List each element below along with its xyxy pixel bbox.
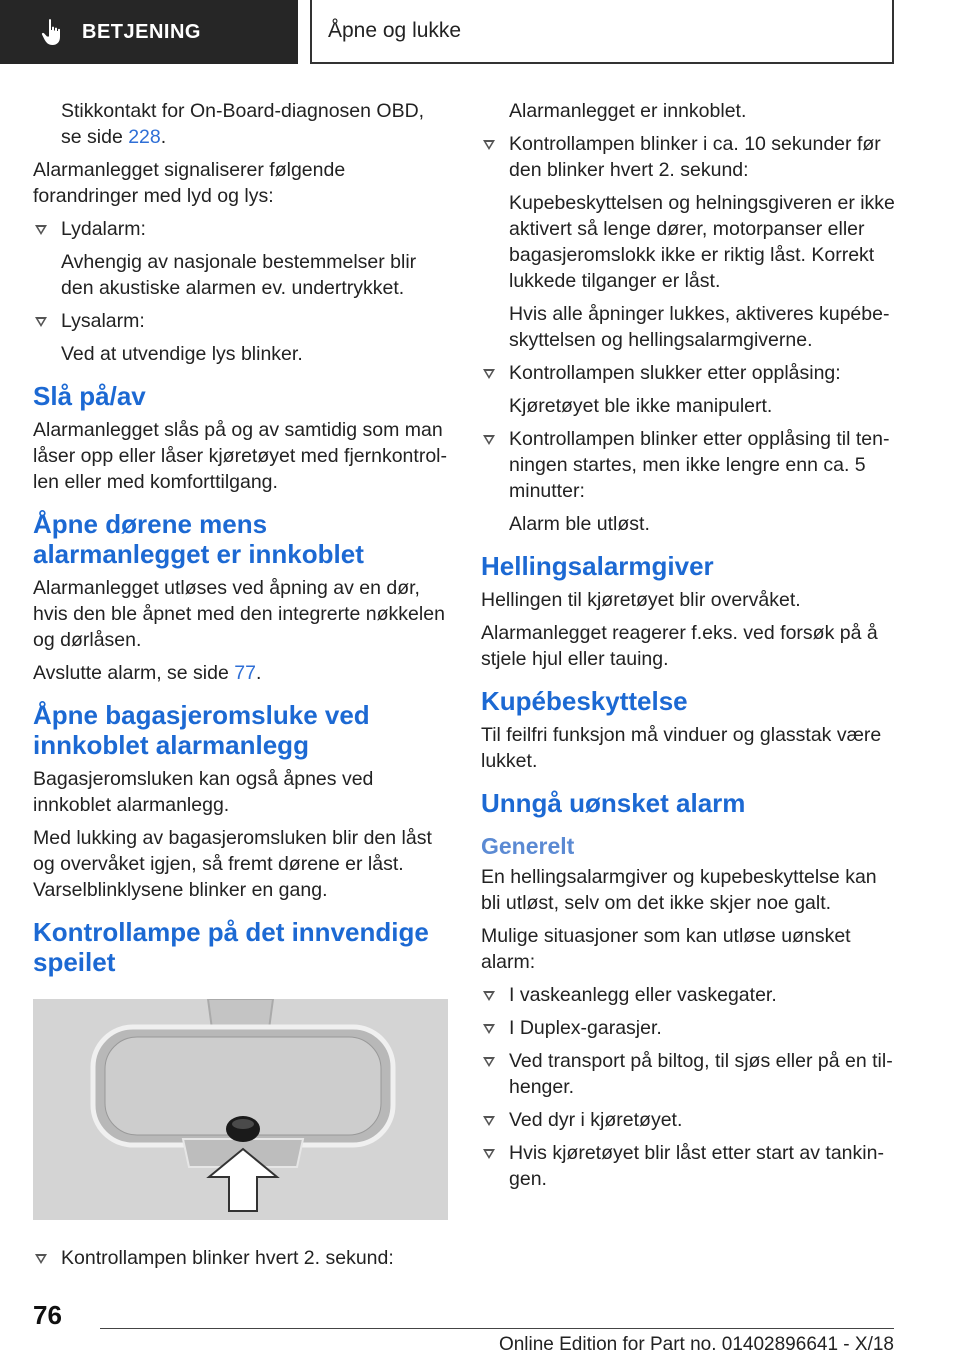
triangle-bullet-icon <box>483 991 495 1001</box>
general-paragraph-1: En hellingsalarmgiver og kupebeskyttelse kan bli utløst, selv om det ikke skjer noe galt. <box>481 866 877 914</box>
heading-open-doors: Åpne dørene mens alarmanlegget er innkoblet <box>33 509 364 569</box>
list-item: Kontrollampen blinker etter opplåsing til tenningen startes, men ikke lengre enn ca. 5 minutter: <box>481 426 896 504</box>
page-link-228[interactable]: 228 <box>128 126 161 148</box>
hand-pointer-icon <box>40 18 64 46</box>
subheading-general: Generelt <box>481 833 575 859</box>
triangle-bullet-icon <box>483 1116 495 1126</box>
list-item: Hvis kjøretøyet blir låst etter start av tankingen. <box>481 1140 896 1192</box>
heading-avoid-alarm: Unngå uønsket alarm <box>481 788 746 818</box>
doors-alarm-paragraph: Avslutte alarm, se side 77. <box>33 662 262 684</box>
list-item: Ved transport på biltog, til sjøs eller på en tilhenger. <box>481 1048 896 1100</box>
list-item: I Duplex-garasjer. <box>481 1015 896 1041</box>
bullet-text: Kjøretøyet ble ikke manipulert. <box>509 395 773 417</box>
heading-tilt-sensor: Hellingsalarmgiver <box>481 551 714 581</box>
triangle-bullet-icon <box>483 1057 495 1067</box>
list-item: Kontrollampen slukker etter opplåsing: <box>481 360 896 386</box>
triangle-bullet-icon <box>35 225 47 235</box>
triangle-bullet-icon <box>35 1254 47 1264</box>
heading-cabin-protection: Kupébeskyttelse <box>481 686 688 716</box>
on-off-paragraph: Alarmanlegget slås på og av samtidig som man låser opp eller låser kjøretøyet med fjernkontrollen eller med komforttilgang. <box>33 419 447 493</box>
left-column <box>33 98 448 1278</box>
list-item: Kontrollampen blinker hvert 2. sekund: <box>33 1245 448 1271</box>
triangle-bullet-icon <box>483 369 495 379</box>
heading-on-off: Slå på/av <box>33 381 146 411</box>
section-label: BETJENING <box>82 20 201 43</box>
obd-paragraph: Stikkontakt for On-Board-diagnosen OBD, se side 228. <box>61 100 425 148</box>
tilt-paragraph-2: Alarmanlegget reagerer f.eks. ved forsøk på å stjele hjul eller tauing. <box>481 622 878 670</box>
section-tab <box>0 0 298 64</box>
trunk-paragraph-2: Med lukking av bagasjeromsluken blir den låst og overvåket igjen, så fremt dørene er låst. Varselblinklysene blinker en gang. <box>33 827 432 901</box>
triangle-bullet-icon <box>483 1149 495 1159</box>
bullet-text: Ved at utvendige lys blinker. <box>61 343 303 365</box>
list-item: Ved dyr i kjøretøyet. <box>481 1107 896 1133</box>
bullet-text: Kupebeskyttelsen og helningsgiveren er ikke aktivert så lenge dører, motorpanser eller bagasjeromslokk ikke er riktig låst. Korrekt lukkede tilganger er låst. <box>509 192 895 292</box>
bullet-text: Hvis alle åpninger lukkes, aktiveres kupébeskyttelsen og hellingsalarmgiverne. <box>509 303 890 351</box>
list-item: Kontrollampen blinker i ca. 10 sekunder før den blinker hvert 2. sekund: <box>481 131 896 183</box>
tilt-paragraph-1: Hellingen til kjøretøyet blir overvåket. <box>481 589 801 611</box>
general-paragraph-2: Mulige situasjoner som kan utløse uønsket alarm: <box>481 925 851 973</box>
right-column <box>481 98 896 1199</box>
doors-paragraph: Alarmanlegget utløses ved åpning av en dør, hvis den ble åpnet med den integrerte nøkkelen og dørlåsen. <box>33 577 445 651</box>
trunk-paragraph-1: Bagasjeromsluken kan også åpnes ved innkoblet alarmanlegg. <box>33 768 374 816</box>
triangle-bullet-icon <box>483 140 495 150</box>
heading-trunk: Åpne bagasjeromsluke ved innkoblet alarmanlegg <box>33 700 370 760</box>
bullet-text: Avhengig av nasjonale bestemmelser blir den akustiske alarmen ev. undertrykket. <box>61 251 417 299</box>
intro-paragraph: Alarmanlegget signaliserer følgende forandringer med lyd og lys: <box>33 159 346 207</box>
page-link-77[interactable]: 77 <box>234 662 256 684</box>
cabin-paragraph: Til feilfri funksjon må vinduer og glasstak være lukket. <box>481 724 882 772</box>
continued-text: Alarmanlegget er innkoblet. <box>509 100 747 122</box>
list-item: Lydalarm: <box>33 216 448 242</box>
triangle-bullet-icon <box>483 435 495 445</box>
footer-divider <box>100 1328 894 1329</box>
list-item: Lysalarm: <box>33 308 448 334</box>
heading-control-lamp: Kontrollampe på det innvendige speilet <box>33 917 429 977</box>
chapter-title: Åpne og lukke <box>310 0 894 64</box>
triangle-bullet-icon <box>483 1024 495 1034</box>
page-number: 76 <box>33 1300 62 1330</box>
bullet-text: Alarm ble utløst. <box>509 513 650 535</box>
mirror-illustration <box>33 999 448 1220</box>
edition-text: Online Edition for Part no. 01402896641 - X/18 <box>498 1334 894 1355</box>
triangle-bullet-icon <box>35 317 47 327</box>
list-item: I vaskeanlegg eller vaskegater. <box>481 982 896 1008</box>
